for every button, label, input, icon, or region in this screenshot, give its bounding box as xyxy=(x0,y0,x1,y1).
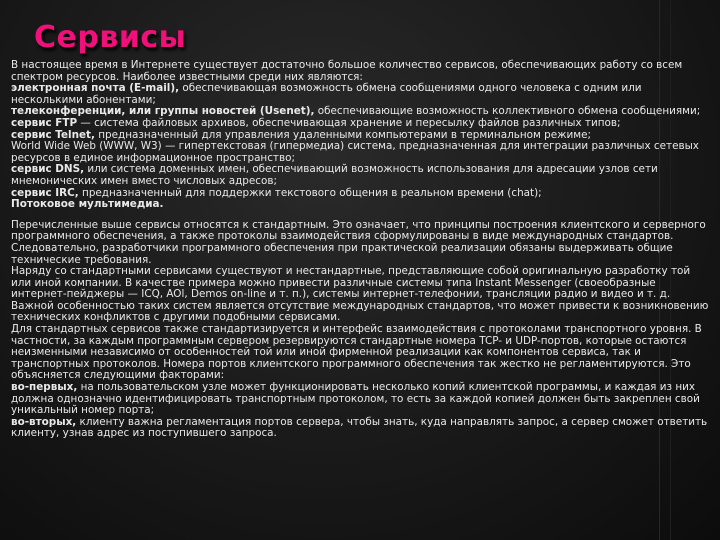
list-item-streaming: Потоковое мультимедиа. xyxy=(11,198,164,211)
transport-interface-paragraph: Для стандартных сервисов также стандартизируется и интерфейс взаимодействия с протоколами транспортного уровня. В частности, за каждым программным сервером резервируются стандартные номера TCP- и UDP-портов, которые остаются неизменными независимо от особенностей той или иной фирменной реализации как компонентов сервиса, так и транспортных протоколов. Номера портов клиентского программного обеспечения так жестко не регламентируются. Это объясняется следующими факторами: xyxy=(11,323,702,382)
list-item-ftp: сервис FTP — система файловых архивов, обеспечивающая хранение и пересылку файлов различных типов; xyxy=(11,116,621,129)
factor-second: во-вторых, клиенту важна регламентация портов сервера, чтобы знать, куда направлять запрос, а сервер сможет ответить клиенту, узнав адрес из поступившего запроса. xyxy=(11,415,708,440)
slide-title: Сервисы xyxy=(34,20,187,55)
standard-services-paragraph: Перечисленные выше сервисы относятся к стандартным. Это означает, что принципы построения клиентского и серверного программного обеспечения, а также протоколы взаимодействия сформулированы в виде международных стандартов. Следовательно, разработчики программного обеспечения при практической реализации обязаны выдерживать общие технические требования. xyxy=(11,218,706,266)
list-item-email: электронная почта (E-mail), обеспечивающая возможность обмена сообщениями одного человека с одним или несколькими абонентами; xyxy=(11,82,642,106)
nonstandard-services-paragraph: Наряду со стандартными сервисами существуют и нестандартные, представляющие собой оригинальную разработку той или иной компании. В качестве примера можно привести различные системы типа Instant Messenger (своеобразные интернет-пейджеры — ICQ, AOl, Demos on-line и т. п.), системы интернет-телефонии, трансляции радио и видео и т. д. Важной особенностью таких систем является отсутствие международных стандартов, что может привести к возникновению технических конфликтов с другими подобными сервисами. xyxy=(11,265,709,324)
list-item-telnet: сервис Telnet, предназначенный для управления удаленными компьютерами в терминальном режиме; xyxy=(11,128,591,141)
list-item-www: World Wide Web (WWW, W3) — гипертекстовая (гипермедиа) система, предназначенная для интеграции различных сетевых ресурсов в единое информационное пространство; xyxy=(11,140,699,164)
list-item-dns: сервис DNS, или система доменных имен, обеспечивающий возможность использования для адресации узлов сети мнемонических имен вместо числовых адресов; xyxy=(11,163,658,187)
list-item-usenet: телеконференции, или группы новостей (Usenet), обеспечивающие возможность коллективного обмена сообщениями; xyxy=(11,105,701,118)
standards-block xyxy=(11,220,709,440)
factor-first: во-первых, на пользовательском узле может функционировать несколько копий клиентской программы, и каждая из них должна однозначно идентифицировать транспортным протоколом, то есть за каждой копией должен быть закреплен свой уникальный номер порта; xyxy=(11,381,700,417)
services-list-block xyxy=(11,60,709,211)
slide-body xyxy=(11,60,709,440)
intro-paragraph: В настоящее время в Интернете существует достаточно большое количество сервисов, обеспечивающих работу со всем спектром ресурсов. Наиболее известными среди них являются: xyxy=(11,59,683,83)
list-item-irc: сервис IRC, предназначенный для поддержки текстового общения в реальном времени (chat); xyxy=(11,186,542,199)
